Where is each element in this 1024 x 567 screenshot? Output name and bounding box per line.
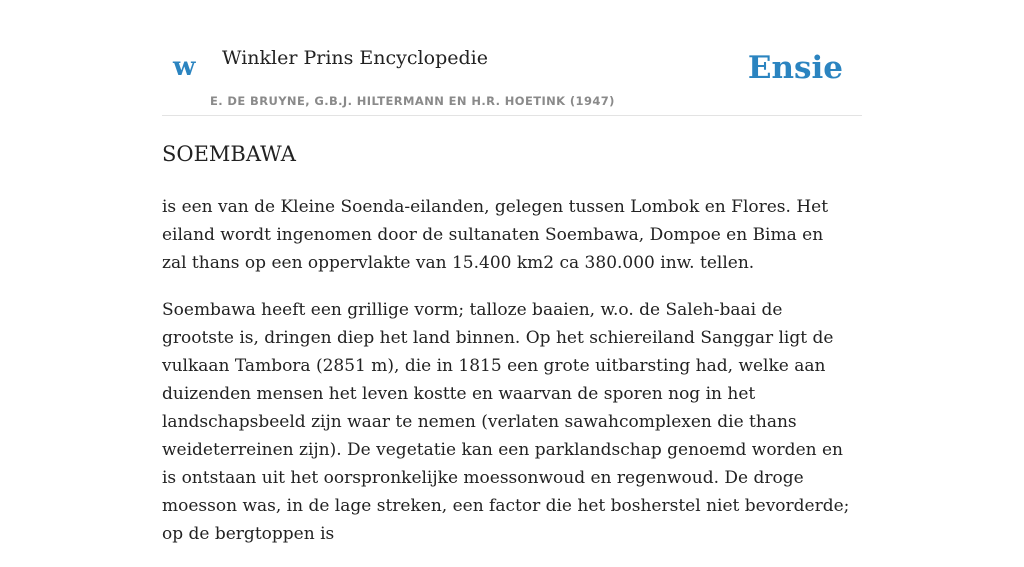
article-content xyxy=(162,137,852,567)
ensie-logo[interactable]: Ensie xyxy=(747,50,843,86)
source-authors: E. DE BRUYNE, G.B.J. HILTERMANN EN H.R. HOETINK (1947) xyxy=(210,94,615,108)
source-title[interactable]: Winkler Prins Encyclopedie xyxy=(222,47,488,69)
entry-title: SOEMBAWA xyxy=(162,142,296,166)
site-header xyxy=(162,30,862,116)
winkler-prins-logo[interactable]: w xyxy=(173,52,196,82)
article-paragraph: Soembawa heeft een grillige vorm; talloze baaien, w.o. de Saleh-baai de grootste is, dringen diep het land binnen. Op het schiereiland Sanggar ligt de vulkaan Tambora (2851 m), die in 1815 een grote uitbarsting had, welke aan duizenden mensen het leven kostte en waarvan de sporen nog in het landschapsbeeld zijn waar te nemen (verlaten sawahcomplexen die thans weideterreinen zijn). De vegetatie kan een parklandschap genoemd worden en is ontstaan uit het oorspronkelijke moessonwoud en regenwoud. De droge moesson was, in de lage streken, een factor die het bosherstel niet bevorderde; op de bergtoppen is xyxy=(162,300,850,544)
article-paragraph: is een van de Kleine Soenda-eilanden, gelegen tussen Lombok en Flores. Het eiland wordt ingenomen door de sultanaten Soembawa, Dompoe en Bima en zal thans op een oppervlakte van 15.400 km2 ca 380.000 inw. tellen. xyxy=(162,197,829,273)
